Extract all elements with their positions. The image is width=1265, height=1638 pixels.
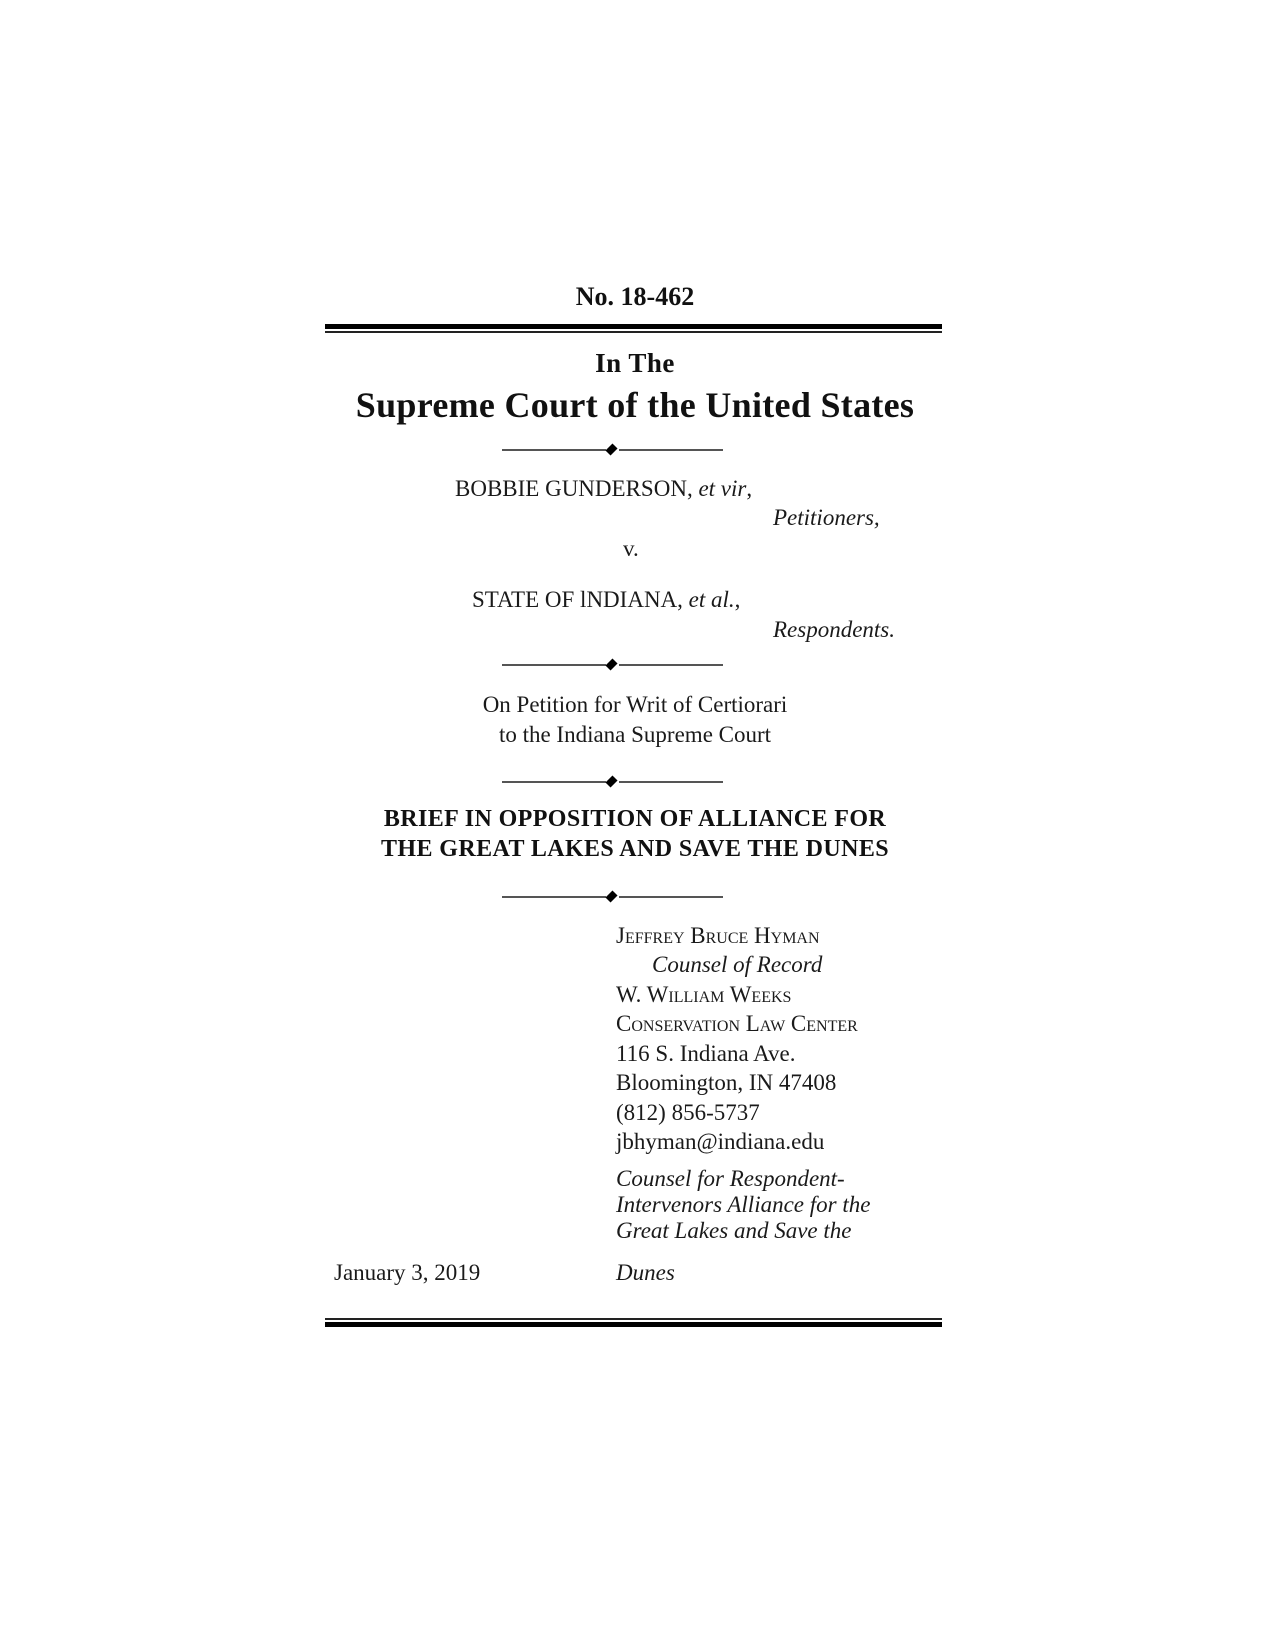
- representation-line: Great Lakes and Save the: [616, 1218, 852, 1243]
- petitioner-line: [455, 476, 752, 502]
- court-heading-in-the: In The: [595, 348, 675, 378]
- firm-name: Conservation Law Center: [616, 1011, 858, 1036]
- divider-line: [502, 664, 606, 666]
- ornamental-divider: [502, 659, 723, 671]
- brief-title-line-2: THE GREAT LAKES AND SAVE THE DUNES: [381, 836, 889, 862]
- address-line-1: 116 S. Indiana Ave.: [616, 1041, 796, 1066]
- attorney-1-role: Counsel of Record: [652, 952, 823, 977]
- divider-line: [619, 664, 723, 666]
- divider-line: [502, 781, 606, 783]
- divider-line: [619, 449, 723, 451]
- petition-line-2: to the Indiana Supreme Court: [498, 722, 772, 747]
- comma: ,: [686, 476, 699, 501]
- filing-date: January 3, 2019: [334, 1260, 481, 1285]
- comma: ,: [746, 476, 753, 501]
- representation-line: Intervenors Alliance for the: [616, 1192, 871, 1217]
- ornamental-divider: [502, 891, 723, 903]
- divider-line: [619, 781, 723, 783]
- address-line-2: Bloomington, IN 47408: [616, 1070, 837, 1095]
- respondent-line: [472, 587, 740, 613]
- attorney-2-name: W. William Weeks: [616, 982, 792, 1007]
- respondent-role: Respondents.: [773, 617, 896, 642]
- divider-line: [619, 896, 723, 898]
- attorney-1-name: Jeffrey Bruce Hyman: [616, 923, 820, 948]
- respondent-qualifier: et al.: [688, 587, 735, 612]
- versus: v.: [623, 536, 639, 561]
- petition-line-1: On Petition for Writ of Certiorari: [482, 692, 788, 717]
- petitioner-name: BOBBIE GUNDERSON: [455, 476, 687, 501]
- rule-thin-line: [325, 331, 942, 333]
- divider-line: [502, 449, 606, 451]
- petitioner-qualifier: et vir: [698, 476, 747, 501]
- petitioner-role: Petitioners,: [773, 505, 880, 530]
- diamond-icon: [605, 443, 617, 455]
- diamond-icon: [605, 890, 617, 902]
- docket-number: No. 18-462: [575, 282, 695, 311]
- ornamental-divider: [502, 444, 723, 456]
- diamond-icon: [605, 658, 617, 670]
- brief-title-line-1: BRIEF IN OPPOSITION OF ALLIANCE FOR: [383, 806, 887, 832]
- email-address: jbhyman@indiana.edu: [616, 1129, 825, 1154]
- rule-thick-line: [325, 1322, 942, 1327]
- comma: ,: [734, 587, 741, 612]
- comma: ,: [677, 587, 689, 612]
- representation-line: Dunes: [616, 1260, 675, 1285]
- diamond-icon: [605, 775, 617, 787]
- representation-line: Counsel for Respondent-: [616, 1166, 845, 1191]
- phone-number: (812) 856-5737: [616, 1100, 760, 1125]
- rule-thick-line: [325, 324, 942, 329]
- ornamental-divider: [502, 776, 723, 788]
- divider-line: [502, 896, 606, 898]
- top-double-rule: [325, 324, 942, 333]
- rule-thin-line: [325, 1318, 942, 1320]
- bottom-double-rule: [325, 1318, 942, 1328]
- court-heading-name: Supreme Court of the United States: [355, 385, 915, 425]
- respondent-name: STATE OF lNDIANA: [472, 587, 678, 612]
